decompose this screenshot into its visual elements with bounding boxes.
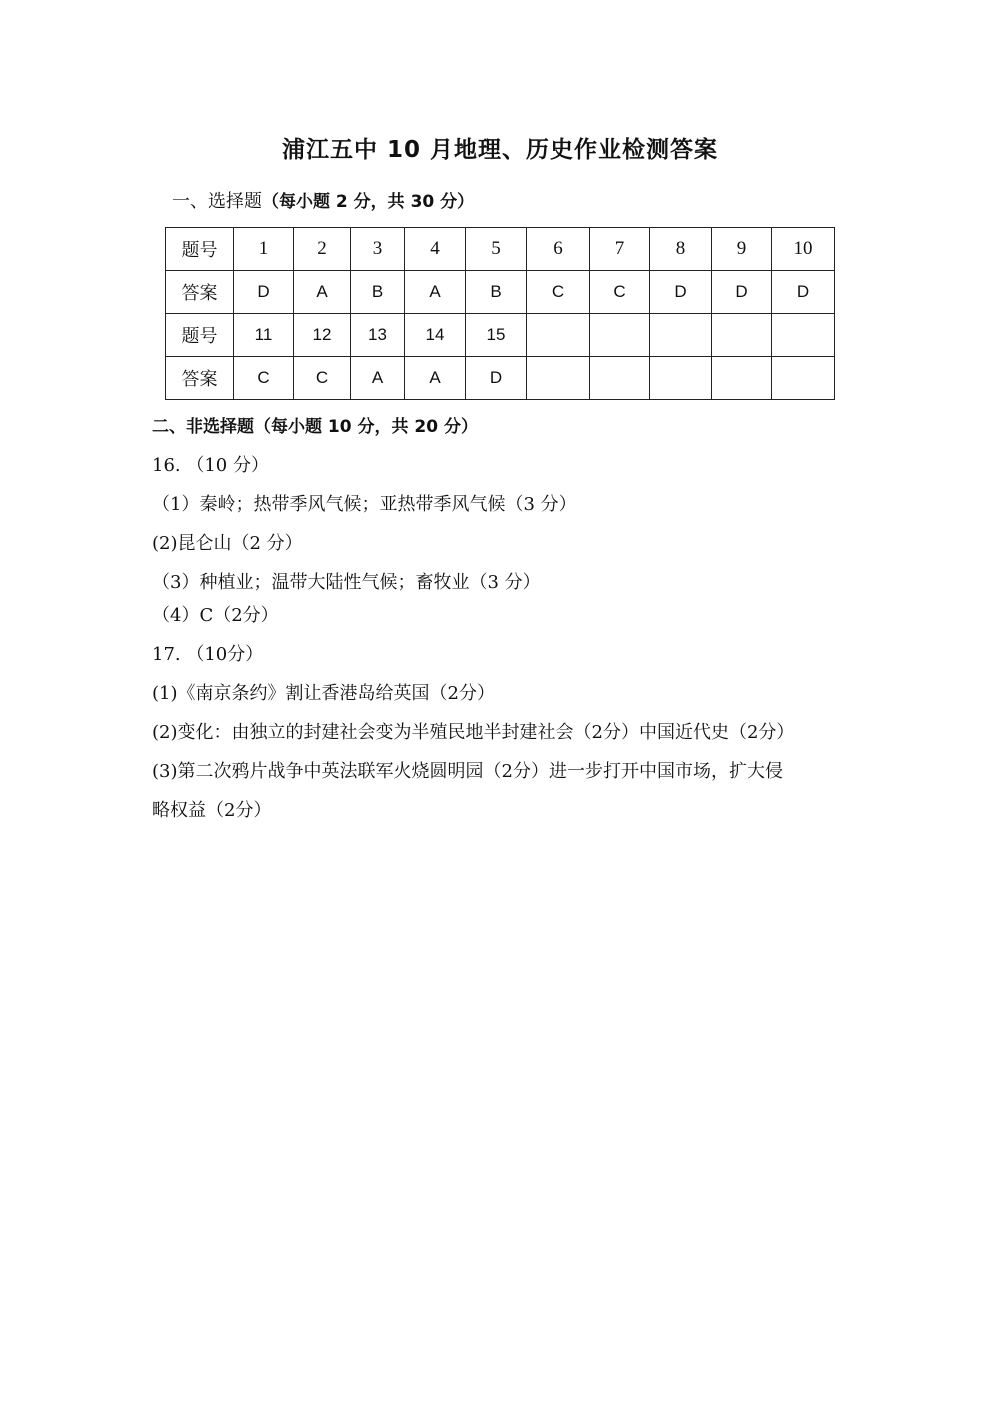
section-1-heading — [172, 187, 474, 213]
empty-cell — [527, 314, 590, 357]
table-row-answers-1 — [166, 271, 835, 314]
answer-cell: C — [234, 357, 294, 400]
q17-answer-1: (1)《南京条约》割让香港岛给英国（2分） — [152, 683, 495, 704]
answer-cell: B — [351, 271, 405, 314]
empty-cell — [712, 357, 772, 400]
section-1-heading-label: 一、选择题 — [172, 191, 262, 212]
answer-cell: D — [466, 357, 527, 400]
answer-cell: D — [650, 271, 712, 314]
question-number-cell: 2 — [294, 228, 351, 271]
question-number-cell: 8 — [650, 228, 712, 271]
question-number-cell: 13 — [351, 314, 405, 357]
empty-cell — [650, 357, 712, 400]
q16-answer-2: (2)昆仑山（2 分） — [152, 533, 303, 554]
question-number-cell: 4 — [405, 228, 466, 271]
multiple-choice-answer-table — [165, 227, 835, 400]
question-number-cell: 12 — [294, 314, 351, 357]
question-number-cell: 10 — [772, 228, 835, 271]
question-number-cell: 9 — [712, 228, 772, 271]
question-number-cell: 1 — [234, 228, 294, 271]
question-number-cell: 15 — [466, 314, 527, 357]
q17-answer-2: (2)变化：由独立的封建社会变为半殖民地半封建社会（2分）中国近代史（2分） — [152, 722, 795, 743]
answer-cell: D — [712, 271, 772, 314]
q16-header: 16. （10 分） — [152, 455, 269, 476]
answer-cell: A — [405, 357, 466, 400]
table-row-answers-2 — [166, 357, 835, 400]
answer-cell: C — [294, 357, 351, 400]
answer-cell: D — [772, 271, 835, 314]
row-label-answer: 答案 — [166, 271, 234, 314]
question-number-cell: 11 — [234, 314, 294, 357]
section-1-heading-scoring: （每小题 2 分，共 30 分） — [262, 192, 475, 212]
answer-cell: B — [466, 271, 527, 314]
q17-answer-3-line-2: 略权益（2分） — [152, 800, 272, 821]
row-label-number: 题号 — [166, 314, 234, 357]
empty-cell — [772, 314, 835, 357]
q17-header: 17. （10分） — [152, 644, 264, 665]
empty-cell — [590, 314, 650, 357]
answer-cell: A — [405, 271, 466, 314]
answer-cell: A — [351, 357, 405, 400]
table-row-numbers-2 — [166, 314, 835, 357]
empty-cell — [590, 357, 650, 400]
question-number-cell: 3 — [351, 228, 405, 271]
question-number-cell: 14 — [405, 314, 466, 357]
page-title: 浦江五中 10 月地理、历史作业检测答案 — [281, 137, 719, 163]
empty-cell — [650, 314, 712, 357]
q16-answer-4: （4）C（2分） — [152, 605, 279, 626]
q16-answer-1: （1）秦岭；热带季风气候；亚热带季风气候（3 分） — [152, 494, 577, 515]
row-label-number: 题号 — [166, 228, 234, 271]
table-row-numbers-1 — [166, 228, 835, 271]
answer-cell: C — [590, 271, 650, 314]
row-label-answer: 答案 — [166, 357, 234, 400]
empty-cell — [772, 357, 835, 400]
empty-cell — [527, 357, 590, 400]
answer-cell: D — [234, 271, 294, 314]
answer-cell: A — [294, 271, 351, 314]
q16-answer-3: （3）种植业；温带大陆性气候；畜牧业（3 分） — [152, 572, 541, 593]
empty-cell — [712, 314, 772, 357]
q17-answer-3-line-1: (3)第二次鸦片战争中英法联军火烧圆明园（2分）进一步打开中国市场，扩大侵 — [152, 761, 783, 782]
question-number-cell: 7 — [590, 228, 650, 271]
section-2-heading: 二、非选择题（每小题 10 分，共 20 分） — [152, 417, 478, 437]
question-number-cell: 6 — [527, 228, 590, 271]
answer-cell: C — [527, 271, 590, 314]
question-number-cell: 5 — [466, 228, 527, 271]
